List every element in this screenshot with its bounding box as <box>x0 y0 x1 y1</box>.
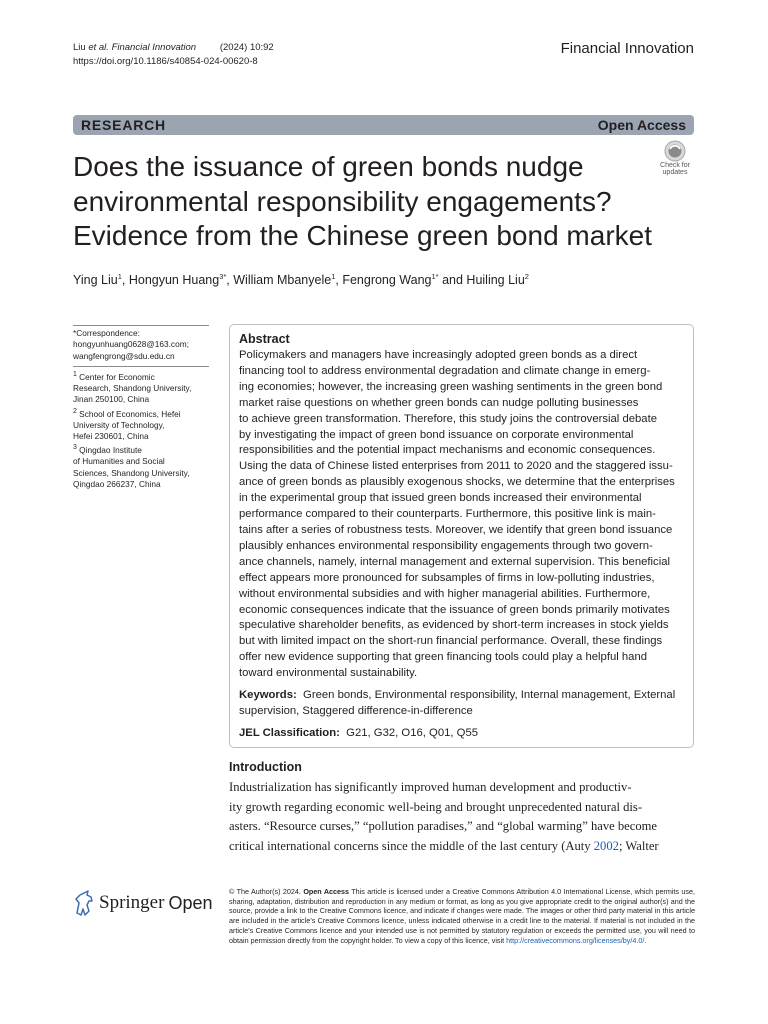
abstract-body <box>239 348 685 682</box>
springer-open-logo <box>73 886 223 920</box>
author-sep: , <box>335 273 343 288</box>
abstract-line: in the experimental group that issued green bonds increased their environmental <box>239 492 642 505</box>
keywords-line: Green bonds, Environmental responsibility, Internal management, External <box>303 689 676 702</box>
doi-link[interactable]: https://doi.org/10.1186/s40854-024-00620-8 <box>73 56 258 67</box>
correspondence-label: *Correspondence: <box>73 328 140 338</box>
check-for-updates-badge[interactable] <box>655 140 695 180</box>
abstract-line: responsibilities and the potential impact mechanisms and economic consequences. <box>239 444 656 457</box>
intro-line: asters. “Resource curses,” “pollution paradises,” and “global warming” have become <box>229 819 658 833</box>
citation-header <box>73 41 274 69</box>
check-updates-icon <box>655 140 695 162</box>
author-sep: , <box>121 273 129 288</box>
affiliations-sidebar <box>73 325 213 490</box>
author-name: Fengrong Wang <box>342 273 432 288</box>
affiliation-text: Center for Economic <box>79 371 155 382</box>
license-notice <box>229 887 695 945</box>
author-sep: and <box>438 273 467 288</box>
journal-name: Financial Innovation <box>560 40 694 57</box>
affiliation-line: of Humanities and Social <box>73 456 165 467</box>
abstract-line: Policymakers and managers have increasingly adopted green bonds as a direct <box>239 349 638 361</box>
intro-text: critical international concerns since the middle of the last century (Auty <box>229 838 594 853</box>
intro-line: Industrialization has significantly improved human development and productiv- <box>229 780 632 794</box>
jel-codes: G21, G32, O16, Q01, Q55 <box>346 726 479 739</box>
jel-label: JEL Classification: <box>239 726 340 739</box>
author-affil: 2 <box>524 272 529 281</box>
abstract-line: tains after a series of robustness tests. Moreover, we identify that green bond issuance <box>239 523 673 536</box>
citation-etal: et al. <box>88 42 109 53</box>
affiliation-line: Research, Shandong University, <box>73 382 192 393</box>
abstract-line: ance of green bonds as plausibly exogenous shocks, we determine that the enterprises <box>239 476 675 489</box>
copyright-text: © The Author(s) 2024. <box>229 887 304 896</box>
author-affil: 1 <box>331 272 336 281</box>
article-type-label: RESEARCH <box>81 117 166 133</box>
introduction-heading: Introduction <box>229 760 302 774</box>
affiliation-line: Qingdao 266237, China <box>73 478 161 489</box>
affiliation-line: University of Technology, <box>73 419 165 430</box>
abstract-line: speculative shareholder benefits, as evidenced by short-term increases in stock yields <box>239 619 669 632</box>
keywords-line: supervision, Staggered difference-in-difference <box>239 704 473 717</box>
abstract-line: economic consequences indicate that the issuance of green bonds primarily motivates <box>239 603 670 616</box>
citation-year: (2024) 10:92 <box>219 42 274 53</box>
license-link[interactable]: http://creativecommons.org/licenses/by/4.0/ <box>506 935 645 945</box>
correspondence-email[interactable]: hongyunhuang0628@163.com; <box>73 339 189 350</box>
publisher-name: Springer <box>99 892 165 913</box>
abstract-line: market raise questions on whether green bonds can nudge polluting businesses <box>239 396 639 409</box>
citation-link[interactable]: 2002 <box>593 838 619 853</box>
citation-journal: Financial Innovation <box>111 42 197 53</box>
license-oa-label: Open Access <box>303 887 350 896</box>
author-name: William Mbanyele <box>233 273 332 288</box>
affiliation-number: 1 <box>73 370 77 378</box>
jel-classification <box>239 726 685 742</box>
affiliation-number: 3 <box>73 444 77 452</box>
article-type-banner <box>73 115 694 135</box>
abstract-line: ing economies; however, the increasing green washing sentiments in the green bond <box>239 380 663 393</box>
abstract-line: to achieve green transformation. Therefore, this study joins the controversial debate <box>239 412 658 425</box>
title-line: environmental responsibility engagements? <box>73 185 612 217</box>
title-line: Does the issuance of green bonds nudge <box>73 151 584 182</box>
intro-line: ity growth regarding economic well-being and brought unprecedented natural dis- <box>229 799 643 814</box>
abstract-line: financing tool to address environmental degradation and climate change in emerg- <box>239 364 651 377</box>
affiliation-line <box>73 406 213 420</box>
abstract-line: effect appears more pronounced for subsamples of firms in low-polluting industries, <box>239 571 655 584</box>
open-access-label: Open Access <box>597 117 686 133</box>
abstract-line: plausibly enhances environmental responsibility engagements through two govern- <box>239 539 653 552</box>
license-text: This article is licensed under a Creative Commons Attribution 4.0 International License, which permits use, sharing, adaptation, distribution and reproduction in any medium or format, as long as you give appropriate credit to the original author(s) and the source, provide a link to the Creative Commons licence, and indicate if changes were made. The images or other third party material in this article are included in the article’s Creative Commons licence, unless indicated otherwise in a credit line to the material. If material is not included in the article’s Creative Commons licence and your intended use is not permitted by statutory regulation or exceeds the permitted use, you will need to obtain permission directly from the copyright holder. To view a copy of this licence, visit <box>229 887 695 945</box>
abstract-line: ance channels, namely, internal management and external supervision. This beneficial <box>239 555 670 568</box>
affiliation-line: Hefei 230601, China <box>73 430 149 441</box>
correspondence-email[interactable]: wangfengrong@sdu.edu.cn <box>73 350 175 361</box>
abstract-line: toward environmental sustainability. <box>239 667 418 680</box>
affiliation-text: Qingdao Institute <box>79 444 142 455</box>
abstract-line: performance compared to their counterparts. Furthermore, this positive link is main- <box>239 508 656 521</box>
license-end: . <box>644 935 647 945</box>
introduction-paragraph <box>229 778 694 856</box>
abstract-line: by investigating the impact of green bond issuance on corporate environmental <box>239 428 634 441</box>
intro-line <box>229 837 694 857</box>
affiliation-text: School of Economics, Hefei <box>79 408 181 419</box>
citation-prefix: Liu <box>73 42 89 53</box>
abstract-line: Using the data of Chinese listed enterprises from 2011 to 2020 and the staggered issu- <box>239 460 673 473</box>
affiliation-line: Jinan 250100, China <box>73 394 150 405</box>
abstract-line: without environmental subsidies and with higher managerial abilities. Furthermore, <box>239 587 651 600</box>
affiliation-line <box>73 369 213 383</box>
author-list <box>73 272 529 287</box>
divider <box>73 325 209 326</box>
author-name: Ying Liu <box>73 273 118 288</box>
affiliation-number: 2 <box>73 407 77 415</box>
keywords-label: Keywords: <box>239 689 297 702</box>
author-name: Huiling Liu <box>466 273 525 288</box>
intro-text: ; Walter <box>618 838 659 853</box>
badge-text-line1: Check for <box>660 162 690 169</box>
author-affil: 1* <box>431 272 439 281</box>
author-name: Hongyun Huang <box>128 273 220 288</box>
badge-text-line2: updates <box>662 169 688 176</box>
author-affil: 1 <box>117 272 122 281</box>
author-affil: 3* <box>219 272 227 281</box>
divider <box>73 366 209 367</box>
abstract-line: offer new evidence supporting that green financing tools could play a helpful hand <box>239 651 648 664</box>
abstract-heading: Abstract <box>239 332 290 346</box>
author-sep: , <box>226 273 234 288</box>
abstract-box <box>229 324 694 748</box>
publisher-suffix: Open <box>168 892 213 913</box>
affiliation-line <box>73 442 213 456</box>
abstract-line: but with limited impact on the short-run financial performance. Overall, these findings <box>239 635 663 648</box>
keywords <box>239 688 685 720</box>
affiliation-line: Sciences, Shandong University, <box>73 467 190 478</box>
article-title <box>73 150 653 254</box>
springer-horse-icon <box>73 889 95 917</box>
citation-line <box>73 41 274 55</box>
title-line: Evidence from the Chinese green bond market <box>73 220 652 251</box>
